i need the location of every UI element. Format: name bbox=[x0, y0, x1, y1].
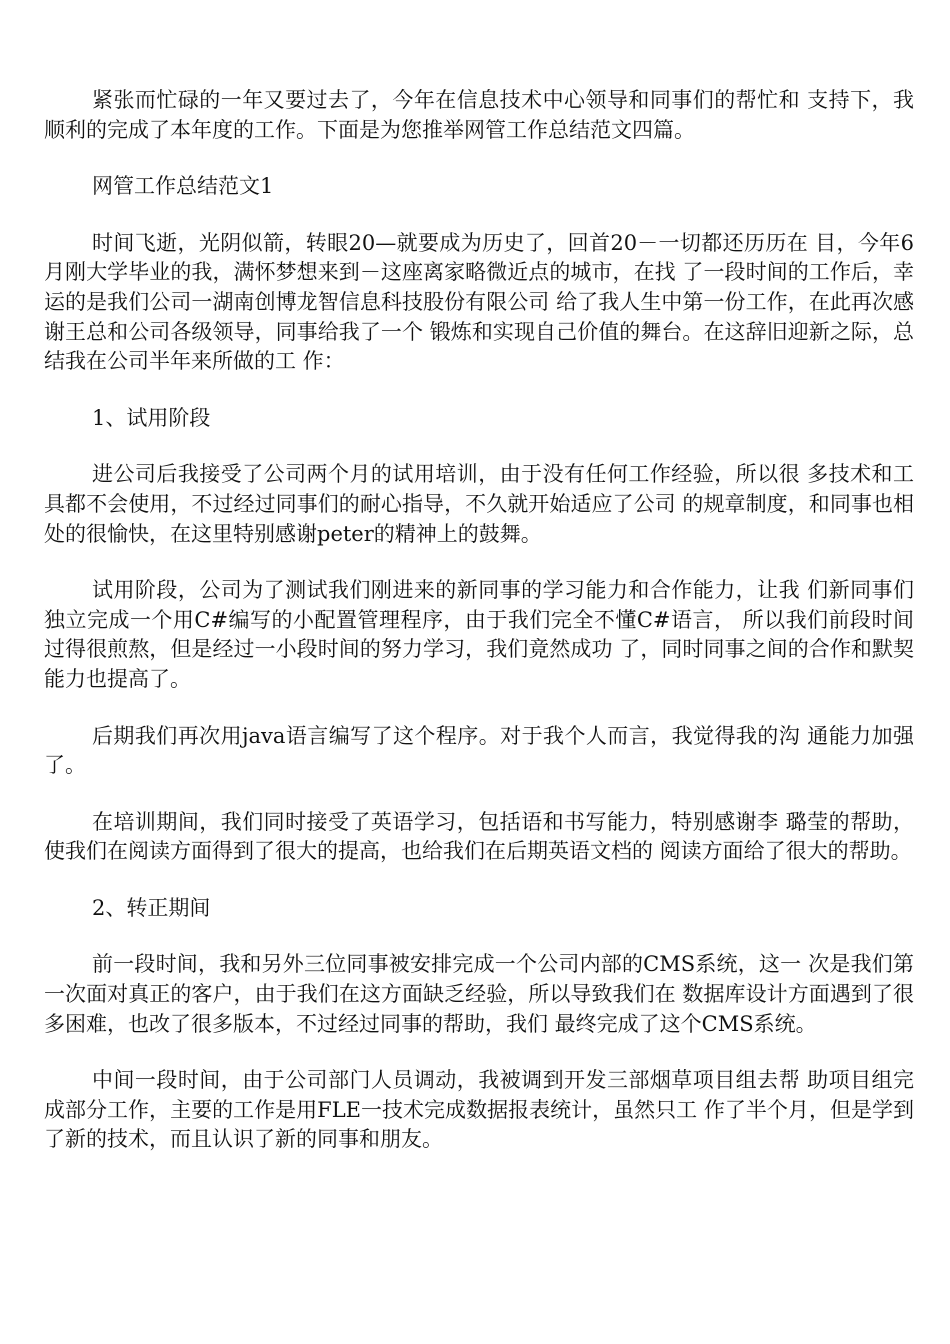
heading-trial-period: 1、试用阶段 bbox=[92, 405, 211, 430]
paragraph-cms-system: 前一段时间，我和另外三位同事被安排完成一个公司内部的CMS系统，这一 次是我们第一次面对真正的客户，由于我们在这方面缺乏经验，所以导致我们在 数据库设计方面遇到了很多困难，也改了很多版本，不过经过同事的帮助，我们 最终完成了这个CMS系统。 bbox=[44, 952, 914, 1036]
heading-sample-1: 网管工作总结范文1 bbox=[92, 174, 274, 199]
paragraph-trial-training: 进公司后我接受了公司两个月的试用培训，由于没有任何工作经验，所以很 多技术和工具都不会使用，不过经过同事们的耐心指导，不久就开始适应了公司 的规章制度，和同事也相处的很愉快，在这里特别感谢peter的精神上的鼓舞。 bbox=[44, 462, 914, 546]
paragraph-time-flies: 时间飞逝，光阴似箭，转眼20—就要成为历史了，回首20－一切都还历历在 目，今年6月刚大学毕业的我，满怀梦想来到－这座离家略微近点的城市，在找 了一段时间的工作后，幸运的是我们公司一湖南创博龙智信息科技股份有限公司 给了我人生中第一份工作，在此再次感谢王总和公司各级领导，同事给我了一个 锻炼和实现自己价值的舞台。在这辞旧迎新之际，总结我在公司半年来所做的工 作： bbox=[44, 230, 914, 374]
paragraph-trial-project: 试用阶段，公司为了测试我们刚进来的新同事的学习能力和合作能力，让我 们新同事们独立完成一个用C#编写的小配置管理程序，由于我们完全不懂C#语言， 所以我们前段时间过得很煎熬，但是经过一小段时间的努力学习，我们竟然成功 了，同时同事之间的合作和默契能力也提高了。 bbox=[44, 578, 914, 691]
heading-regular-period: 2、转正期间 bbox=[92, 895, 211, 920]
paragraph-english-training: 在培训期间，我们同时接受了英语学习，包括语和书写能力，特别感谢李 璐莹的帮助，使我们在阅读方面得到了很大的提高，也给我们在后期英语文档的 阅读方面给了很大的帮助。 bbox=[44, 809, 914, 864]
paragraph-java-rewrite: 后期我们再次用java语言编写了这个程序。对于我个人而言，我觉得我的沟 通能力加强了。 bbox=[44, 723, 914, 778]
paragraph-intro: 紧张而忙碌的一年又要过去了，今年在信息技术中心领导和同事们的帮忙和 支持下，我顺利的完成了本年度的工作。下面是为您推举网管工作总结范文四篇。 bbox=[44, 88, 914, 142]
document-page bbox=[44, 86, 914, 1182]
paragraph-tobacco-project: 中间一段时间，由于公司部门人员调动，我被调到开发三部烟草项目组去帮 助项目组完成部分工作，主要的工作是用FLE一技术完成数据报表统计，虽然只工 作了半个月，但是学到了新的技术，而且认识了新的同事和朋友。 bbox=[44, 1068, 914, 1152]
